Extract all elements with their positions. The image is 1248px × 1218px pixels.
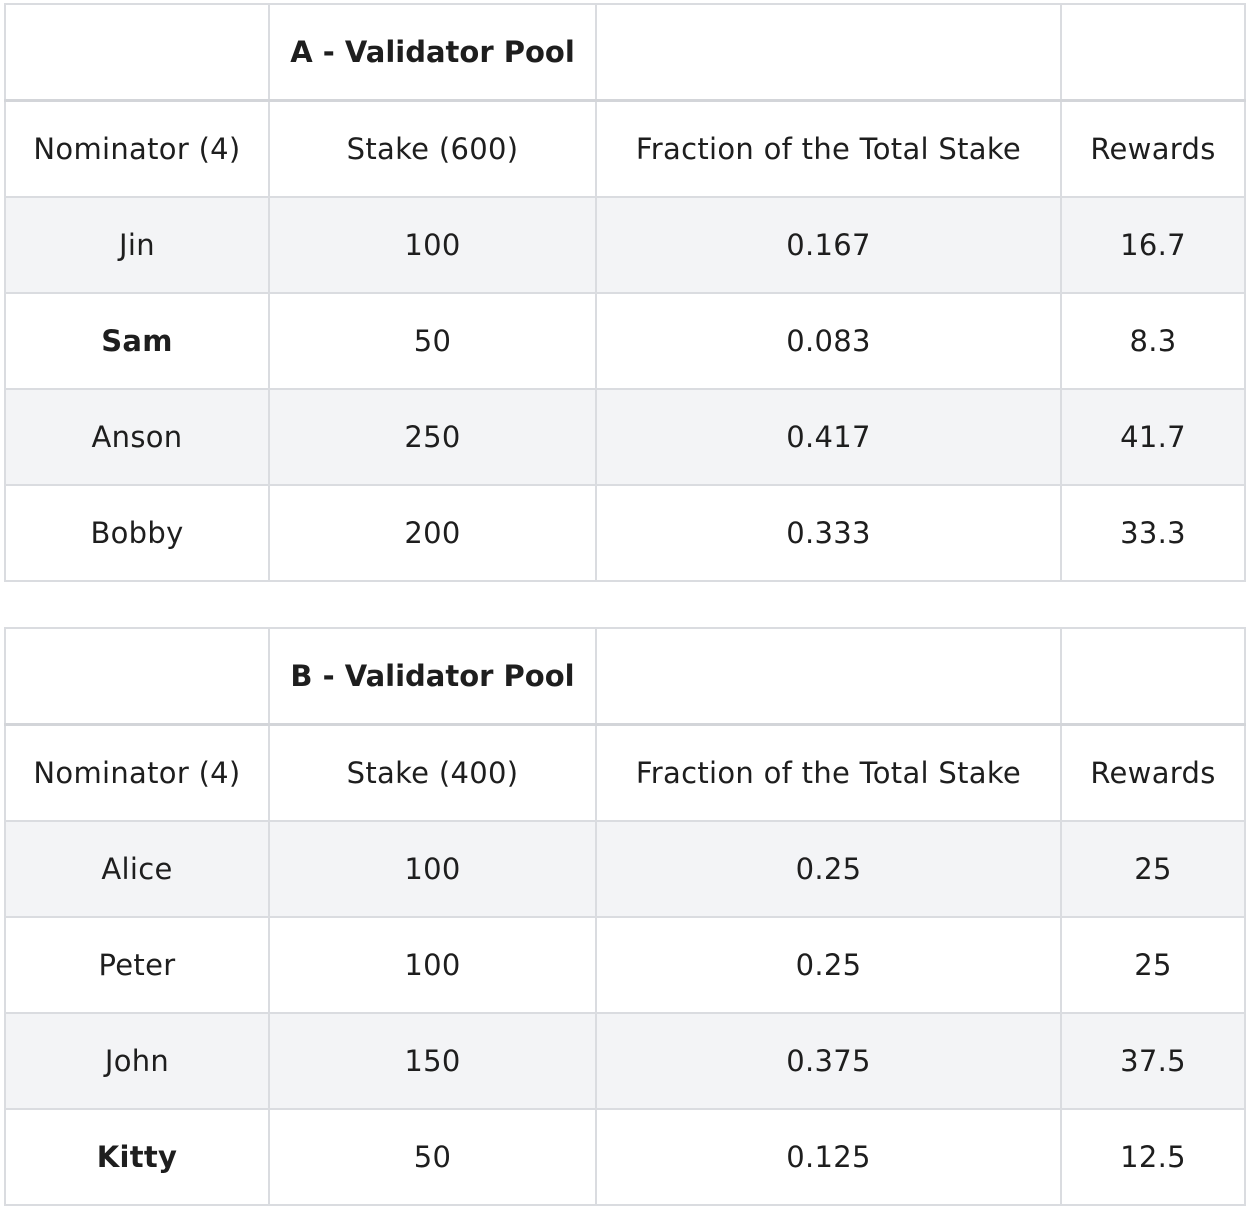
rewards-cell: 37.5: [1061, 1013, 1245, 1109]
table-row: [5, 485, 1245, 581]
stake-cell: 100: [269, 917, 596, 1013]
table-row: [5, 293, 1245, 389]
nominator-cell: Bobby: [5, 485, 269, 581]
rewards-cell: 33.3: [1061, 485, 1245, 581]
nominator-cell: Anson: [5, 389, 269, 485]
stake-cell: 100: [269, 197, 596, 293]
table-row: [5, 389, 1245, 485]
nominator-cell: Sam: [5, 293, 269, 389]
stake-cell: 50: [269, 293, 596, 389]
fraction-cell: 0.333: [596, 485, 1061, 581]
column-header-stake: Stake (400): [269, 725, 596, 822]
fraction-cell: 0.417: [596, 389, 1061, 485]
empty-cell: [596, 628, 1061, 725]
empty-cell: [596, 4, 1061, 101]
column-header-fraction: Fraction of the Total Stake: [596, 101, 1061, 198]
table-title: A - Validator Pool: [269, 4, 596, 101]
empty-cell: [1061, 628, 1245, 725]
nominator-cell: Alice: [5, 821, 269, 917]
column-header-rewards: Rewards: [1061, 725, 1245, 822]
empty-cell: [5, 628, 269, 725]
table-title-row: [5, 4, 1245, 101]
fraction-cell: 0.167: [596, 197, 1061, 293]
table-title: B - Validator Pool: [269, 628, 596, 725]
stake-cell: 100: [269, 821, 596, 917]
rewards-cell: 25: [1061, 821, 1245, 917]
table-row: [5, 1013, 1245, 1109]
rewards-cell: 25: [1061, 917, 1245, 1013]
table-title-row: [5, 628, 1245, 725]
fraction-cell: 0.25: [596, 917, 1061, 1013]
column-header-fraction: Fraction of the Total Stake: [596, 725, 1061, 822]
rewards-cell: 8.3: [1061, 293, 1245, 389]
rewards-cell: 16.7: [1061, 197, 1245, 293]
stake-cell: 250: [269, 389, 596, 485]
empty-cell: [5, 4, 269, 101]
rewards-cell: 12.5: [1061, 1109, 1245, 1205]
table-row: [5, 197, 1245, 293]
fraction-cell: 0.375: [596, 1013, 1061, 1109]
column-header-stake: Stake (600): [269, 101, 596, 198]
rewards-cell: 41.7: [1061, 389, 1245, 485]
stake-cell: 200: [269, 485, 596, 581]
validator-pool-b-table: [4, 627, 1246, 1206]
nominator-cell: Jin: [5, 197, 269, 293]
table-header-row: [5, 101, 1245, 198]
fraction-cell: 0.083: [596, 293, 1061, 389]
fraction-cell: 0.125: [596, 1109, 1061, 1205]
column-header-nominator: Nominator (4): [5, 101, 269, 198]
stake-cell: 150: [269, 1013, 596, 1109]
empty-cell: [1061, 4, 1245, 101]
table-header-row: [5, 725, 1245, 822]
stake-cell: 50: [269, 1109, 596, 1205]
table-row: [5, 1109, 1245, 1205]
nominator-cell: Kitty: [5, 1109, 269, 1205]
column-header-rewards: Rewards: [1061, 101, 1245, 198]
table-row: [5, 917, 1245, 1013]
column-header-nominator: Nominator (4): [5, 725, 269, 822]
nominator-cell: Peter: [5, 917, 269, 1013]
nominator-cell: John: [5, 1013, 269, 1109]
fraction-cell: 0.25: [596, 821, 1061, 917]
table-row: [5, 821, 1245, 917]
validator-pool-a-table: [4, 3, 1246, 582]
